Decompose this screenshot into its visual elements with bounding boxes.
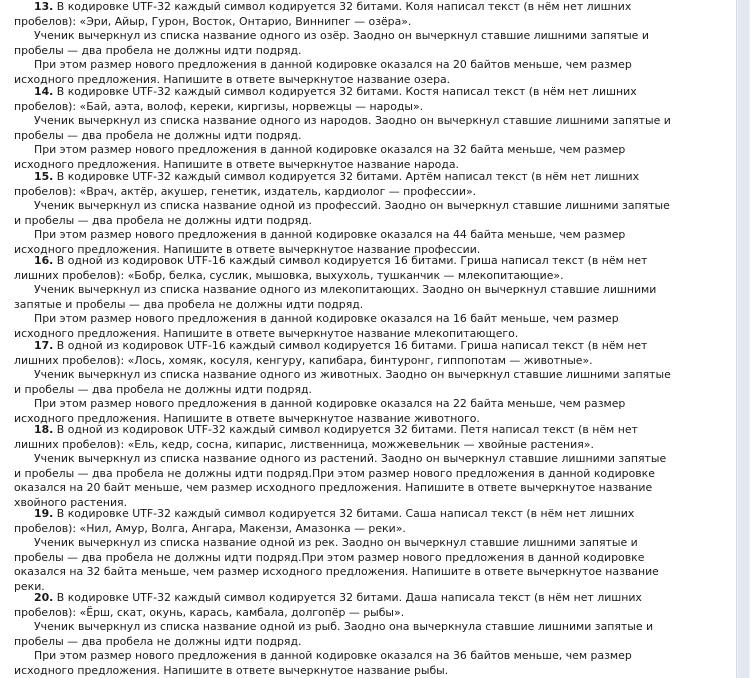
problem-text-line: В кодировке UTF-32 каждый символ кодируется 32 битами. Саша написал текст (в нём нет лишних <box>53 507 635 520</box>
problem-text-line: пробелы — два пробела не должны идти подряд. <box>14 43 302 57</box>
problem-number: 18. <box>34 423 54 436</box>
problem-text-line: исходного предложения. Напишите в ответе вычеркнутое название озера. <box>14 72 451 86</box>
problem-number: 14. <box>34 85 54 98</box>
problem-text-line: хвойного растения. <box>14 495 128 509</box>
problem-text-line: пробелов): «Нил, Амур, Волга, Ангара, Макензи, Амазонка — реки». <box>14 521 406 535</box>
problem-text-line: исходного предложения. Напишите в ответе вычеркнутое название рыбы. <box>14 663 449 677</box>
problem-number: 13. <box>34 0 54 13</box>
problem-text-line: При этом размер нового предложения в данной кодировке оказался на 22 байта меньше, чем размер <box>34 397 626 410</box>
problem-text-line: В одной из кодировок UTF-16 каждый символ кодируется 16 битами. Гриша написал текст (в нём нет <box>53 254 648 267</box>
problem-number: 19. <box>34 507 54 520</box>
problem-text-line: пробелы — два пробела не должны идти подряд. <box>14 634 302 648</box>
problem-text-line: При этом размер нового предложения в данной кодировке оказался на 32 байта меньше, чем размер <box>34 143 626 156</box>
problem-text-line: В кодировке UTF-32 каждый символ кодируется 32 битами. Артём написал текст (в нём нет лишних <box>53 170 640 183</box>
problem-text-line: исходного предложения. Напишите в ответе вычеркнутое название животного. <box>14 411 480 425</box>
problem-text-line: пробелов): «Врач, актёр, акушер, генетик, издатель, кардиолог — профессии». <box>14 184 477 198</box>
problem-text-line: В кодировке UTF-32 каждый символ кодируется 32 битами. Даша написала текст (в нём нет лишних <box>53 591 642 604</box>
problem-text-line: Ученик вычеркнул из списка название одного из животных. Заодно он вычеркнул ставшие лишними запятые <box>34 368 671 381</box>
problem-text-line: Ученик вычеркнул из списка название одного из озёр. Заодно он вычеркнул ставшие лишними запятые и <box>34 29 649 42</box>
problem-text-line: пробелы — два пробела не должны идти подряд.При этом размер нового предложения в данной кодировке <box>14 550 645 564</box>
problem-text-line: реки. <box>14 579 45 593</box>
problem-text-line: и пробелы — два пробела не должны идти подряд. <box>14 213 313 227</box>
problem-text-line: Ученик вычеркнул из списка название одного из млекопитающих. Заодно он вычеркнул ставшие лишними <box>34 283 657 296</box>
problem-text-line: В одной из кодировок UTF-16 каждый символ кодируется 16 битами. Гриша написал текст (в нём нет <box>53 339 648 352</box>
vertical-scrollbar[interactable] <box>736 0 750 678</box>
problem-number: 20. <box>34 591 54 604</box>
problem-number: 16. <box>34 254 54 267</box>
problem-text-line: При этом размер нового предложения в данной кодировке оказался на 20 байтов меньше, чем размер <box>34 58 632 71</box>
problem-text-line: В кодировке UTF-32 каждый символ кодируется 32 битами. Коля написал текст (в нём нет лишних <box>53 0 632 13</box>
problem-text-line: Ученик вычеркнул из списка название одной из рыб. Заодно она вычеркнула ставшие лишними запятые и <box>34 620 654 633</box>
problem-text-line: исходного предложения. Напишите в ответе вычеркнутое название народа. <box>14 157 459 171</box>
problem-text-line: исходного предложения. Напишите в ответе вычеркнутое название млекопитающего. <box>14 326 519 340</box>
problem-text-line: При этом размер нового предложения в данной кодировке оказался на 36 байтов меньше, чем размер <box>34 649 632 662</box>
scrollbar-thumb[interactable] <box>738 0 749 678</box>
problem-text-line: и пробелы — два пробела не должны идти подряд.При этом размер нового предложения в данной кодировке <box>14 466 655 480</box>
problem-text-line: Ученик вычеркнул из списка название одной из рек. Заодно он вычеркнул ставшие лишними запятые и <box>34 536 638 549</box>
problem-text-line: запятые и пробелы — два пробела не должны идти подряд. <box>14 297 364 311</box>
problem-text-line: В одной из кодировок UTF-32 каждый символ кодируется 32 битами. Петя написал текст (в нём нет <box>53 423 638 436</box>
problem-text-line: лишних пробелов): «Ель, кедр, сосна, кипарис, лиственница, можжевельник — хвойные растения». <box>14 437 594 451</box>
problem-number: 17. <box>34 339 54 352</box>
problem-text-line: Ученик вычеркнул из списка название одного из народов. Заодно он вычеркнул ставшие лишними запятые и <box>34 114 671 127</box>
problem-text-line: лишних пробелов): «Бобр, белка, суслик, мышовка, выхухоль, тушканчик — млекопитающие». <box>14 268 564 282</box>
problem-text-line: пробелов): «Бай, аэта, волоф, кереки, киргизы, норвежцы — народы». <box>14 99 424 113</box>
problem-text-line: При этом размер нового предложения в данной кодировке оказался на 44 байта меньше, чем размер <box>34 228 626 241</box>
problem-text-line: оказался на 20 байт меньше, чем размер исходного предложения. Напишите в ответе вычеркнутое название <box>14 481 653 494</box>
problem-text-line: В кодировке UTF-32 каждый символ кодируется 32 битами. Костя написал текст (в нём нет лишних <box>53 85 637 98</box>
problem-text-line: лишних пробелов): «Лось, хомяк, косуля, кенгуру, капибара, бинтуронг, гиппопотам — животные». <box>14 353 593 367</box>
problem-text-line: пробелы — два пробела не должны идти подряд. <box>14 128 302 142</box>
problem-text-line: пробелов): «Ёрш, скат, окунь, карась, камбала, долгопёр — рыбы». <box>14 605 405 619</box>
problem-text-line: Ученик вычеркнул из списка название одного из растений. Заодно он вычеркнул ставшие лишними запятые <box>34 452 667 465</box>
problem-text-line: оказался на 32 байта меньше, чем размер исходного предложения. Напишите в ответе вычеркнутое название <box>14 565 659 578</box>
problem-text-line: и пробелы — два пробела не должны идти подряд. <box>14 382 313 396</box>
problem-text-line: Ученик вычеркнул из списка название одной из профессий. Заодно он вычеркнул ставшие лишними запятые <box>34 199 670 212</box>
problem-text-line: исходного предложения. Напишите в ответе вычеркнутое название профессии. <box>14 242 481 256</box>
problem-text-line: пробелов): «Эри, Айыр, Гурон, Восток, Онтарио, Виннипег — озёра». <box>14 14 412 28</box>
problem-text-line: При этом размер нового предложения в данной кодировке оказался на 16 байт меньше, чем размер <box>34 312 619 325</box>
problem-number: 15. <box>34 170 54 183</box>
